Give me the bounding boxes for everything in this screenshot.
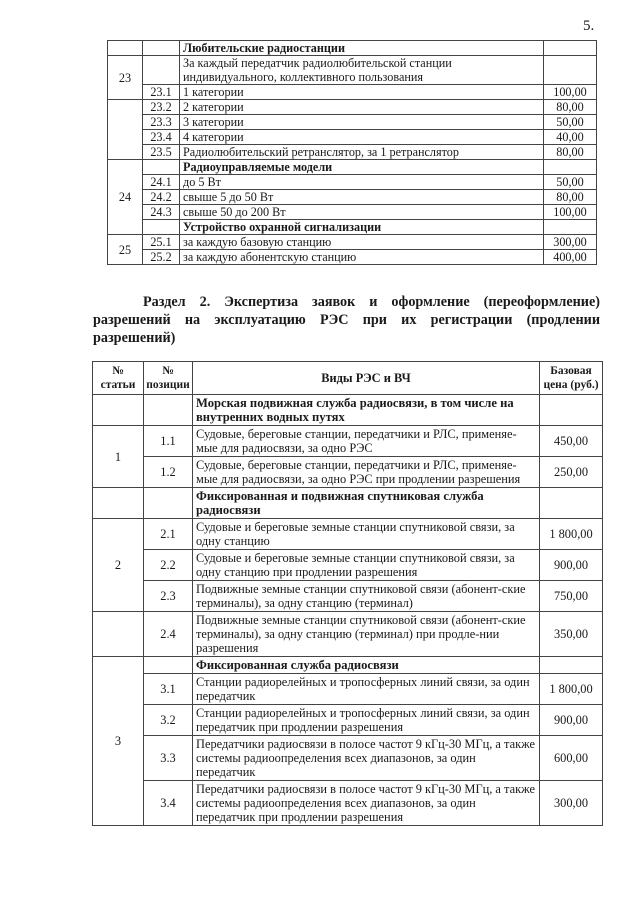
price-cell bbox=[544, 56, 597, 85]
price-cell: 400,00 bbox=[544, 250, 597, 265]
price-cell bbox=[540, 657, 603, 674]
column-header-kind: Виды РЭС и ВЧ bbox=[193, 362, 540, 395]
price-cell bbox=[544, 41, 597, 56]
table-row bbox=[93, 519, 603, 550]
table-row bbox=[108, 175, 597, 190]
description-cell: 3 категории bbox=[180, 115, 544, 130]
price-cell: 100,00 bbox=[544, 205, 597, 220]
description-cell: свыше 5 до 50 Вт bbox=[180, 190, 544, 205]
article-cell bbox=[93, 612, 144, 657]
article-cell: 2 bbox=[93, 519, 144, 612]
price-cell: 900,00 bbox=[540, 550, 603, 581]
position-cell bbox=[143, 41, 180, 56]
position-cell: 24.2 bbox=[143, 190, 180, 205]
table-row-heading bbox=[108, 220, 597, 235]
fees-table-section2 bbox=[92, 361, 603, 826]
description-cell: Подвижные земные станции спутниковой связи (абонент-ские терминалы), за одну станцию (терминал) при продле-нии разрешения bbox=[193, 612, 540, 657]
category-heading: Устройство охранной сигнализации bbox=[180, 220, 544, 235]
fees-table-part1 bbox=[107, 40, 597, 265]
position-cell: 2.4 bbox=[144, 612, 193, 657]
description-cell: 2 категории bbox=[180, 100, 544, 115]
description-cell: 1 категории bbox=[180, 85, 544, 100]
table-row bbox=[108, 130, 597, 145]
position-cell bbox=[143, 56, 180, 85]
position-cell: 2.2 bbox=[144, 550, 193, 581]
position-cell: 25.1 bbox=[143, 235, 180, 250]
position-cell: 23.1 bbox=[143, 85, 180, 100]
position-cell bbox=[144, 657, 193, 674]
table-row-heading bbox=[93, 395, 603, 426]
section-heading-text: Раздел 2. Экспертиза заявок и оформление (переоформление) разрешений на эксплуатацию РЭС при их регистрации (продлении разрешений) bbox=[93, 294, 600, 346]
page-number: 5. bbox=[583, 18, 595, 34]
description-cell: Станции радиорелейных и тропосферных линий связи, за один передатчик bbox=[193, 674, 540, 705]
description-cell: Судовые и береговые земные станции спутниковой связи, за одну станцию при продлении разрешения bbox=[193, 550, 540, 581]
position-cell: 1.2 bbox=[144, 457, 193, 488]
position-cell: 23.4 bbox=[143, 130, 180, 145]
price-cell: 450,00 bbox=[540, 426, 603, 457]
table-row bbox=[108, 205, 597, 220]
category-heading: Морская подвижная служба радиосвязи, в том числе на внутренних водных путях bbox=[193, 395, 540, 426]
price-cell: 1 800,00 bbox=[540, 519, 603, 550]
description-cell: Станции радиорелейных и тропосферных линий связи, за один передатчик при продлении разрешения bbox=[193, 705, 540, 736]
article-cell bbox=[108, 100, 143, 160]
position-cell: 1.1 bbox=[144, 426, 193, 457]
article-cell: 25 bbox=[108, 235, 143, 265]
position-cell: 2.1 bbox=[144, 519, 193, 550]
table-row bbox=[93, 426, 603, 457]
price-cell: 750,00 bbox=[540, 581, 603, 612]
price-cell: 40,00 bbox=[544, 130, 597, 145]
position-cell: 2.3 bbox=[144, 581, 193, 612]
table-row bbox=[93, 736, 603, 781]
price-cell: 300,00 bbox=[544, 235, 597, 250]
description-cell: Судовые, береговые станции, передатчики и РЛС, применяе-мые для радиосвязи, за одно РЭС bbox=[193, 426, 540, 457]
table-row bbox=[93, 550, 603, 581]
position-cell: 3.2 bbox=[144, 705, 193, 736]
category-heading: Радиоуправляемые модели bbox=[180, 160, 544, 175]
column-header-article: № статьи bbox=[93, 362, 144, 395]
article-cell: 3 bbox=[93, 657, 144, 826]
position-cell bbox=[143, 220, 180, 235]
table-header-row bbox=[93, 362, 603, 395]
price-cell bbox=[544, 160, 597, 175]
position-cell bbox=[144, 395, 193, 426]
table-row-heading bbox=[93, 488, 603, 519]
article-cell: 1 bbox=[93, 426, 144, 488]
description-cell: до 5 Вт bbox=[180, 175, 544, 190]
price-cell: 50,00 bbox=[544, 175, 597, 190]
table-row bbox=[108, 115, 597, 130]
description-cell: за каждую абонентскую станцию bbox=[180, 250, 544, 265]
price-cell: 80,00 bbox=[544, 190, 597, 205]
price-cell bbox=[544, 220, 597, 235]
table-row-heading bbox=[93, 657, 603, 674]
description-cell: Передатчики радиосвязи в полосе частот 9 кГц-30 МГц, а также системы радиоопределения всех диапазонов, за один передатчик при продлении разрешения bbox=[193, 781, 540, 826]
table-row bbox=[108, 235, 597, 250]
table-row bbox=[108, 250, 597, 265]
price-cell: 350,00 bbox=[540, 612, 603, 657]
price-cell bbox=[540, 395, 603, 426]
table-row bbox=[93, 581, 603, 612]
table-row bbox=[108, 56, 597, 85]
position-cell: 25.2 bbox=[143, 250, 180, 265]
table-row-heading bbox=[108, 41, 597, 56]
description-cell: 4 категории bbox=[180, 130, 544, 145]
position-cell: 23.5 bbox=[143, 145, 180, 160]
description-cell: Радиолюбительский ретранслятор, за 1 ретранслятор bbox=[180, 145, 544, 160]
table-row bbox=[108, 145, 597, 160]
position-cell: 23.3 bbox=[143, 115, 180, 130]
article-cell bbox=[108, 41, 143, 56]
price-cell: 80,00 bbox=[544, 100, 597, 115]
article-cell: 24 bbox=[108, 160, 143, 235]
article-cell bbox=[93, 395, 144, 426]
table-row bbox=[108, 190, 597, 205]
price-cell: 50,00 bbox=[544, 115, 597, 130]
description-cell: Передатчики радиосвязи в полосе частот 9 кГц-30 МГц, а также системы радиоопределения всех диапазонов, за один передатчик bbox=[193, 736, 540, 781]
table-row bbox=[108, 85, 597, 100]
section-heading bbox=[93, 293, 600, 347]
description-cell: Судовые, береговые станции, передатчики и РЛС, применяе-мые для радиосвязи, за одно РЭС при продлении разрешения bbox=[193, 457, 540, 488]
position-cell bbox=[144, 488, 193, 519]
article-cell bbox=[93, 488, 144, 519]
table-row bbox=[93, 705, 603, 736]
price-cell: 300,00 bbox=[540, 781, 603, 826]
description-cell: За каждый передатчик радиолюбительской станции индивидуального, коллективного пользования bbox=[180, 56, 544, 85]
position-cell: 3.1 bbox=[144, 674, 193, 705]
category-heading: Фиксированная и подвижная спутниковая служба радиосвязи bbox=[193, 488, 540, 519]
price-cell: 900,00 bbox=[540, 705, 603, 736]
column-header-price: Базовая цена (руб.) bbox=[540, 362, 603, 395]
table-row-heading bbox=[108, 160, 597, 175]
price-cell: 80,00 bbox=[544, 145, 597, 160]
table-row bbox=[93, 457, 603, 488]
table-row bbox=[93, 781, 603, 826]
table-row bbox=[93, 674, 603, 705]
position-cell: 3.4 bbox=[144, 781, 193, 826]
description-cell: Подвижные земные станции спутниковой связи (абонент-ские терминалы), за одну станцию (терминал) bbox=[193, 581, 540, 612]
price-cell: 100,00 bbox=[544, 85, 597, 100]
description-cell: Судовые и береговые земные станции спутниковой связи, за одну станцию bbox=[193, 519, 540, 550]
position-cell: 3.3 bbox=[144, 736, 193, 781]
category-heading: Любительские радиостанции bbox=[180, 41, 544, 56]
table-row bbox=[108, 100, 597, 115]
category-heading: Фиксированная служба радиосвязи bbox=[193, 657, 540, 674]
position-cell: 24.3 bbox=[143, 205, 180, 220]
description-cell: свыше 50 до 200 Вт bbox=[180, 205, 544, 220]
position-cell bbox=[143, 160, 180, 175]
price-cell: 250,00 bbox=[540, 457, 603, 488]
price-cell: 1 800,00 bbox=[540, 674, 603, 705]
table-row bbox=[93, 612, 603, 657]
price-cell: 600,00 bbox=[540, 736, 603, 781]
description-cell: за каждую базовую станцию bbox=[180, 235, 544, 250]
price-cell bbox=[540, 488, 603, 519]
article-cell: 23 bbox=[108, 56, 143, 100]
column-header-position: № позиции bbox=[144, 362, 193, 395]
position-cell: 23.2 bbox=[143, 100, 180, 115]
position-cell: 24.1 bbox=[143, 175, 180, 190]
